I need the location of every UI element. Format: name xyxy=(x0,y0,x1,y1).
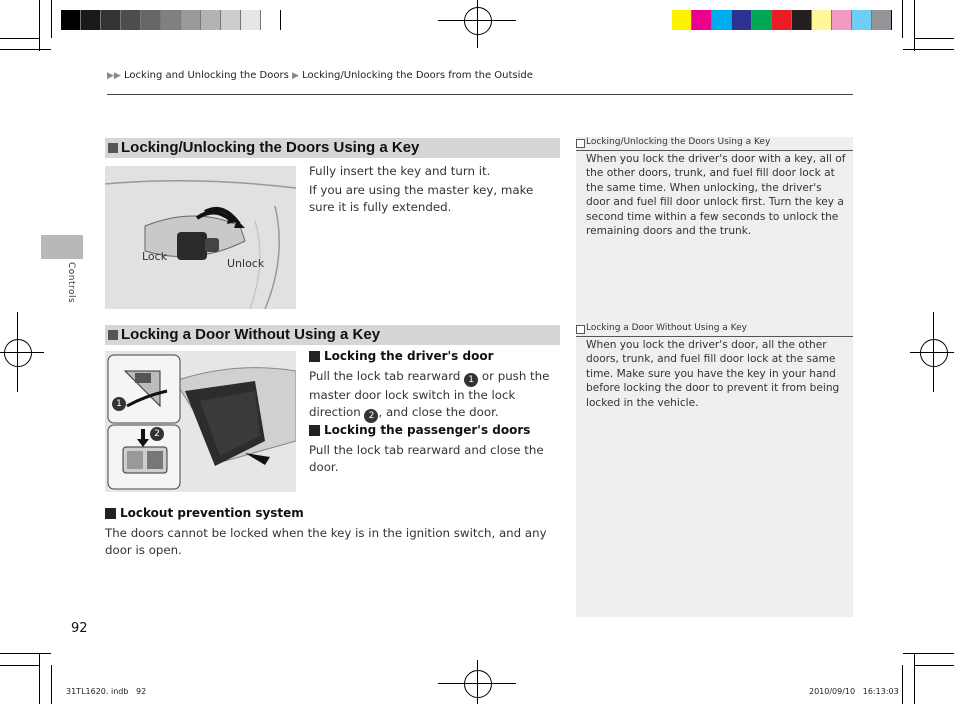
breadcrumb-part2: Locking/Unlocking the Doors from the Outside xyxy=(302,70,533,81)
page-number: 92 xyxy=(71,621,88,636)
color-swatch xyxy=(101,10,121,30)
key-cylinder-drawing xyxy=(105,166,296,309)
color-swatch xyxy=(852,10,872,30)
color-swatch xyxy=(81,10,101,30)
key-instruction-1: Fully insert the key and turn it. xyxy=(309,164,491,178)
sidebar-note-heading: Locking/Unlocking the Doors Using a Key xyxy=(576,137,853,151)
black-square-icon xyxy=(105,508,116,519)
crop-mark xyxy=(903,49,954,50)
sidebar-note-heading: Locking a Door Without Using a Key xyxy=(576,323,853,337)
color-swatch xyxy=(772,10,792,30)
crop-mark xyxy=(51,0,52,38)
color-swatch xyxy=(201,10,221,30)
note-icon xyxy=(576,325,585,334)
crop-mark xyxy=(0,49,51,50)
triangle-right-icon: ▶▶ xyxy=(107,71,121,81)
lockout-text: The doors cannot be locked when the key is in the ignition switch, and any door is open. xyxy=(105,526,547,557)
color-swatch xyxy=(181,10,201,30)
crop-mark xyxy=(902,0,903,38)
color-swatch xyxy=(732,10,752,30)
crop-mark xyxy=(51,665,52,704)
color-swatch xyxy=(812,10,832,30)
door-lock-illustration xyxy=(105,351,296,492)
registration-mark xyxy=(0,352,44,353)
registration-mark xyxy=(910,352,954,353)
registration-mark xyxy=(4,339,32,367)
lock-label: Lock xyxy=(142,250,168,263)
chapter-tab xyxy=(41,235,83,259)
color-swatch xyxy=(61,10,81,30)
passenger-door-heading: Locking the passenger's doors xyxy=(309,423,530,437)
callout-2: 2 xyxy=(150,427,164,441)
crop-mark xyxy=(914,653,915,704)
header-rule xyxy=(107,94,853,95)
color-swatch xyxy=(261,10,281,30)
registration-mark xyxy=(464,7,492,35)
section-title-key: Locking/Unlocking the Doors Using a Key xyxy=(105,138,560,158)
registration-mark xyxy=(477,0,478,48)
callout-1: 1 xyxy=(112,397,126,411)
sidebar-note-text: When you lock the driver's door with a key, all of the other doors, trunk, and fuel fill door lock at the same time. When unlocking, the driver's door and fuel fill door unlock first. Turn the key a second time within a few seconds to unlock the remaining doors and the trunk. xyxy=(586,153,846,238)
crop-mark xyxy=(902,665,903,704)
callout-1-inline: 1 xyxy=(464,373,478,387)
chapter-tab-label: Controls xyxy=(66,262,76,304)
color-swatch xyxy=(692,10,712,30)
note-icon xyxy=(576,139,585,148)
registration-mark xyxy=(17,312,18,392)
driver-door-heading: Locking the driver's door xyxy=(309,349,494,363)
color-swatch xyxy=(792,10,812,30)
color-swatch xyxy=(141,10,161,30)
gray-square-icon xyxy=(108,143,118,153)
sidebar-note-text: When you lock the driver's door, all the other doors, trunk, and fuel fill door lock at the same time. Make sure you have the key in your hand before locking the door to prevent it from being locked in the vehicle. xyxy=(586,339,840,409)
registration-mark xyxy=(464,670,492,698)
registration-mark xyxy=(933,312,934,392)
black-square-icon xyxy=(309,425,320,436)
color-swatch xyxy=(161,10,181,30)
slug-timestamp: 2010/09/10 16:13:03 xyxy=(809,687,899,696)
color-swatch xyxy=(872,10,892,30)
crop-mark xyxy=(914,38,954,39)
color-swatch xyxy=(241,10,261,30)
color-swatch xyxy=(672,10,692,30)
color-swatch xyxy=(712,10,732,30)
breadcrumb xyxy=(107,70,533,81)
crop-mark xyxy=(914,0,915,51)
crop-mark xyxy=(0,38,39,39)
section-title-without-key: Locking a Door Without Using a Key xyxy=(105,325,560,345)
registration-mark xyxy=(920,339,948,367)
door-drawing xyxy=(105,351,296,492)
registration-mark xyxy=(477,660,478,704)
driver-door-instructions: Pull the lock tab rearward 1 or push the master door lock switch in the lock direction 2 , and close the door. xyxy=(309,369,550,421)
key-lock-illustration xyxy=(105,166,296,309)
triangle-right-icon: ▶ xyxy=(292,71,299,81)
color-swatch xyxy=(121,10,141,30)
black-square-icon xyxy=(309,351,320,362)
crop-mark xyxy=(0,653,51,654)
gray-color-bar xyxy=(61,10,281,30)
color-swatch xyxy=(752,10,772,30)
color-swatch xyxy=(221,10,241,30)
lockout-heading: Lockout prevention system xyxy=(105,506,304,520)
callout-2-inline: 2 xyxy=(364,409,378,423)
unlock-label: Unlock xyxy=(227,257,265,270)
key-instruction-2: If you are using the master key, make sure it is fully extended. xyxy=(309,183,534,214)
passenger-door-instructions: Pull the lock tab rearward and close the door. xyxy=(309,443,544,474)
crop-mark xyxy=(903,653,954,654)
crop-mark xyxy=(39,653,40,704)
color-swatch xyxy=(832,10,852,30)
slug-file: 31TL1620. indb 92 xyxy=(66,687,147,696)
crop-mark xyxy=(0,665,39,666)
breadcrumb-part1: Locking and Unlocking the Doors xyxy=(124,70,289,81)
crop-mark xyxy=(914,665,954,666)
process-color-bar xyxy=(672,10,892,30)
gray-square-icon xyxy=(108,330,118,340)
crop-mark xyxy=(39,0,40,51)
